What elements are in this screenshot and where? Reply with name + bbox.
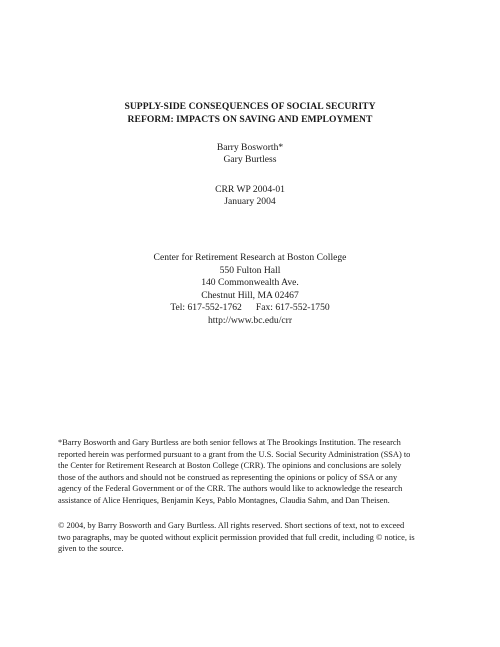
copyright-notice (58, 520, 450, 555)
avenue-address: 140 Commonwealth Ave. (201, 277, 299, 289)
footnote-line: *Barry Bosworth and Gary Burtless are both senior fellows at The Brookings Institution. The research (58, 438, 401, 447)
city-address: Chestnut Hill, MA 02467 (201, 289, 299, 301)
author-block (0, 142, 500, 167)
footnote-line: reported herein was performed pursuant to a grant from the U.S. Social Security Administration (SSA) to (58, 449, 411, 459)
title-line-1: SUPPLY-SIDE CONSEQUENCES OF SOCIAL SECURITY (124, 101, 376, 112)
author-1: Barry Bosworth* (216, 142, 284, 153)
footnote-line: those of the authors and should not be construed as representing the opinions or policy of SSA or any (58, 472, 398, 482)
working-paper-date: January 2004 (224, 196, 276, 208)
author-2: Gary Burtless (223, 154, 277, 166)
copyright-line: © 2004, by Barry Bosworth and Gary Burtless. All rights reserved. Short sections of text, not to exceed (58, 521, 405, 530)
street-address: 550 Fulton Hall (219, 264, 281, 276)
title-line-2: REFORM: IMPACTS ON SAVING AND EMPLOYMENT (127, 114, 373, 125)
website-link[interactable]: http://www.bc.edu/crr (207, 314, 293, 326)
contact-line (0, 302, 500, 315)
working-paper-number: CRR WP 2004-01 (215, 184, 285, 195)
telephone: Tel: 617-552-1762 (170, 302, 242, 314)
organization-name: Center for Retirement Research at Boston College (153, 252, 347, 263)
paper-title (0, 100, 500, 126)
copyright-line: given to the source. (58, 544, 124, 553)
working-paper-info (0, 184, 500, 209)
fax: Fax: 617-552-1750 (255, 302, 330, 314)
address-block (0, 252, 500, 328)
copyright-line: two paragraphs, may be quoted without explicit permission provided that full credit, including © notice, is (58, 532, 415, 542)
footnote-line: assistance of Alice Henriques, Benjamin Keys, Pablo Montagnes, Claudia Sahm, and Dan Theisen. (58, 495, 390, 505)
footnote-line: the Center for Retirement Research at Boston College (CRR). The opinions and conclusions are solely (58, 461, 402, 470)
author-footnote (58, 437, 450, 506)
footnote-line: agency of the Federal Government or of the CRR. The authors would like to acknowledge the research (58, 484, 403, 493)
